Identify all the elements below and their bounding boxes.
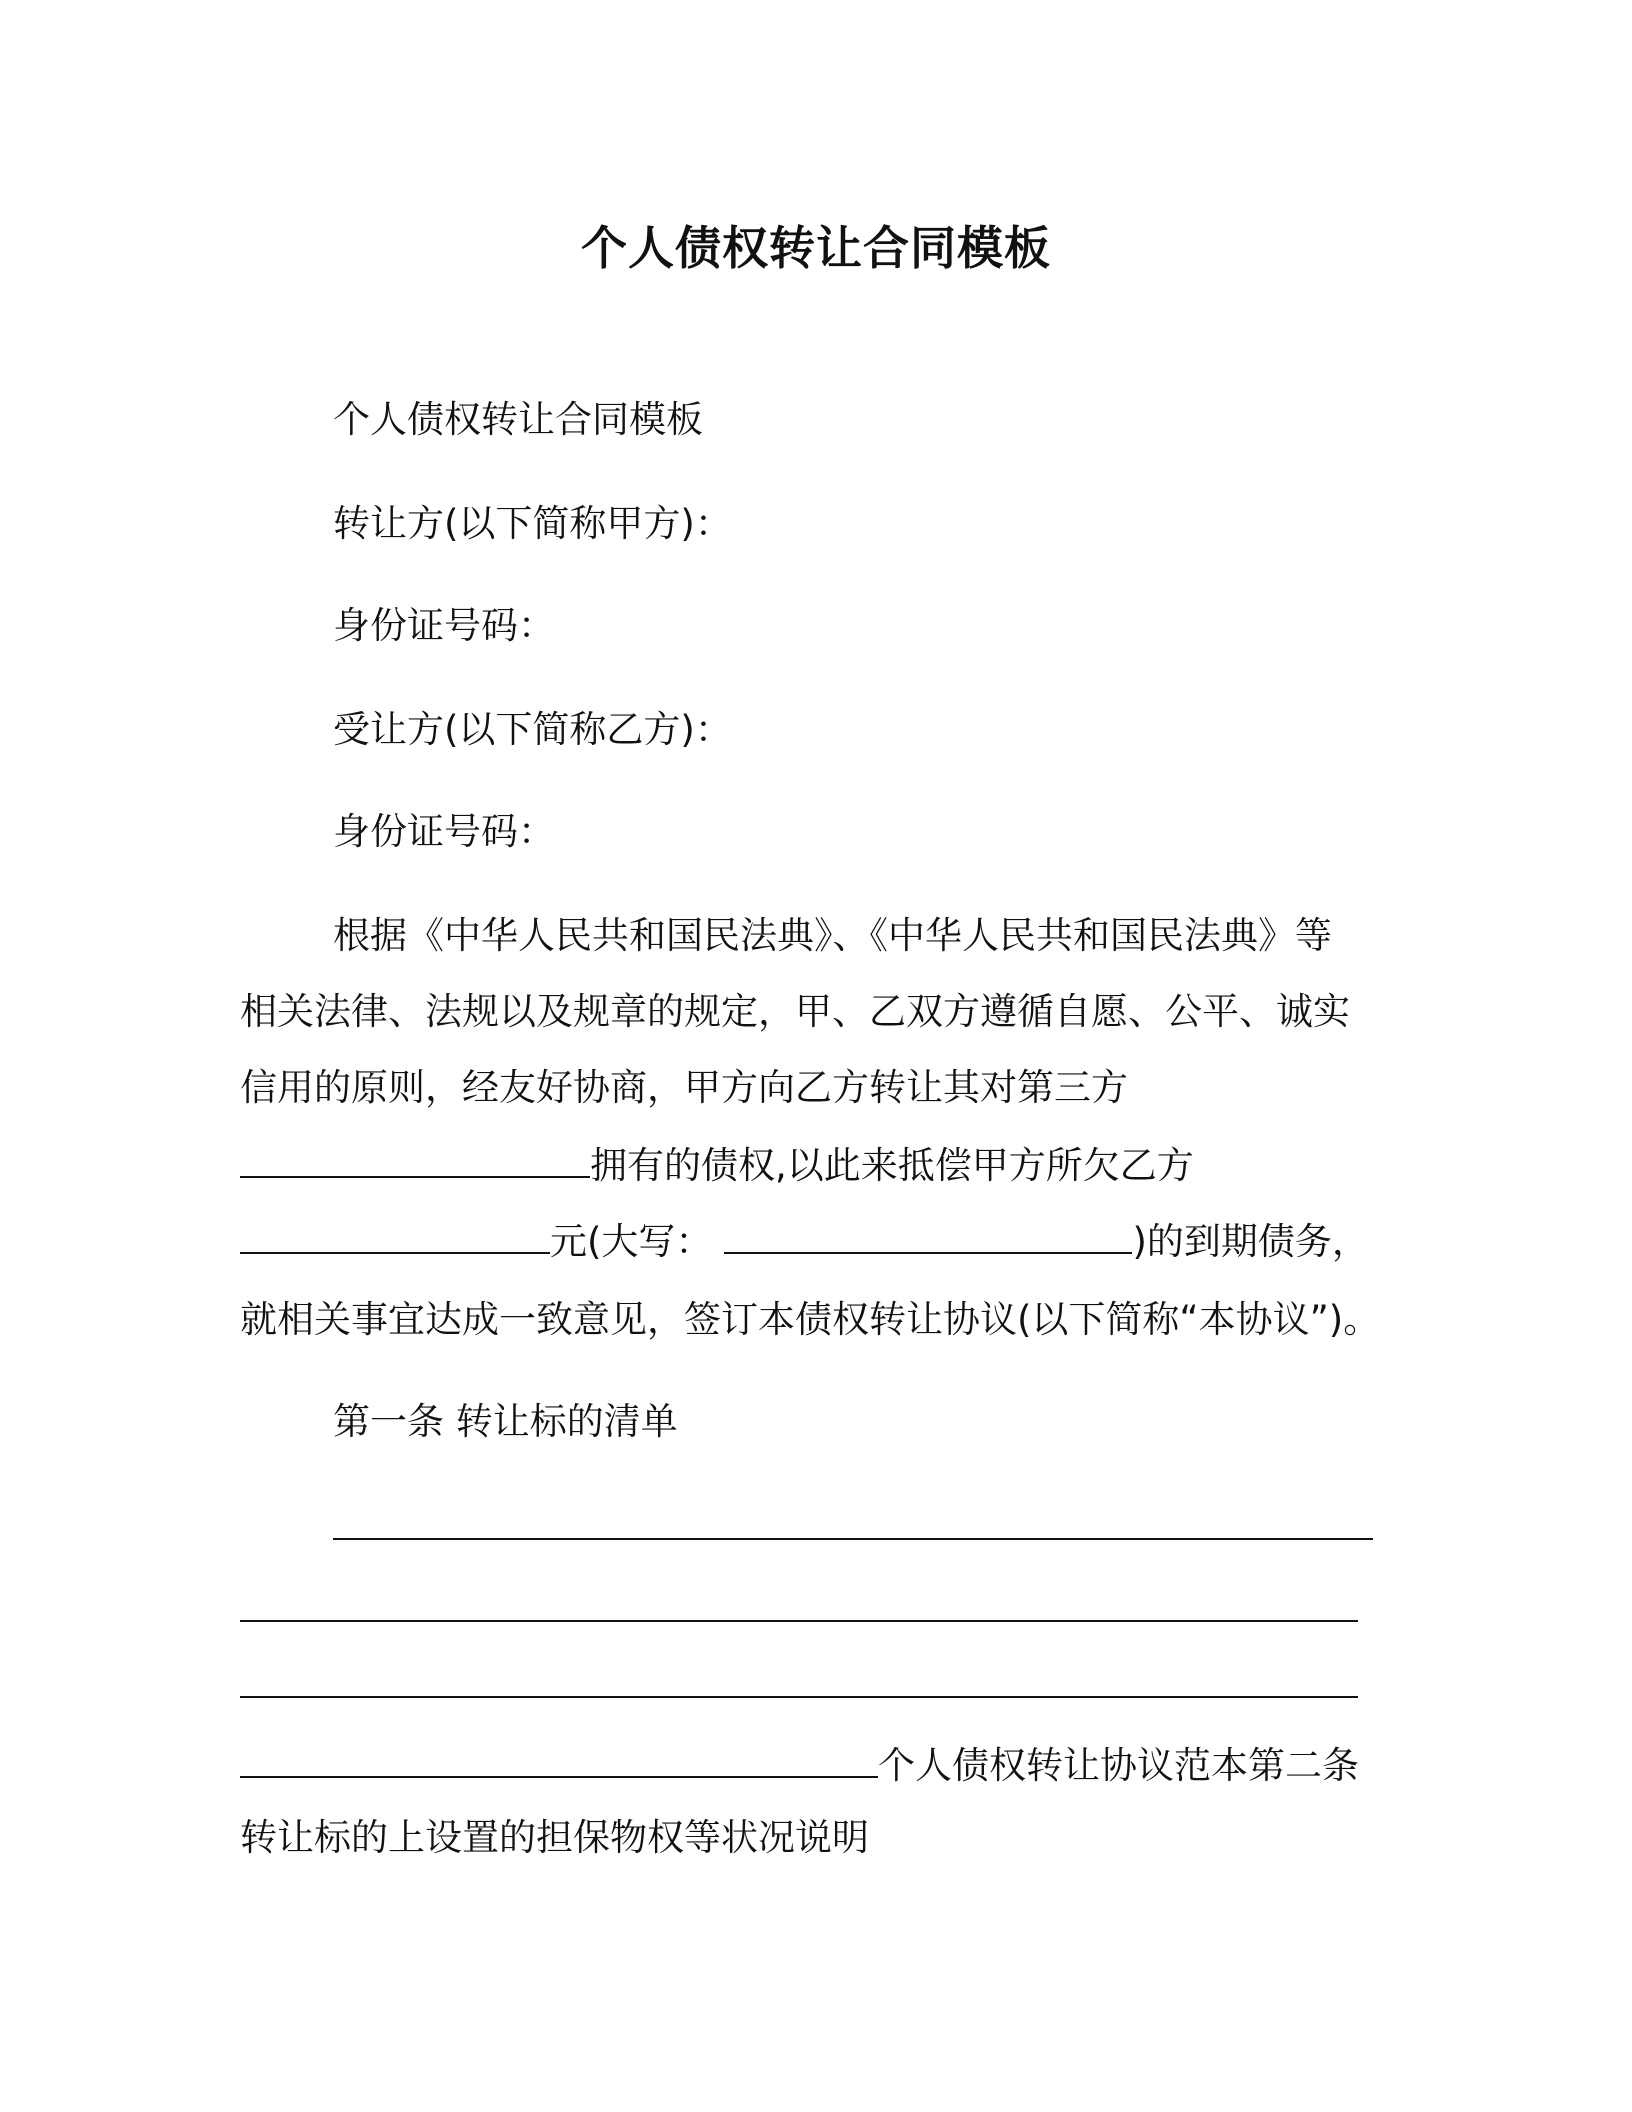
article-1-blank-line-2[interactable] (240, 1620, 1358, 1622)
article-2-heading-continuation: 转让标的上设置的担保物权等状况说明 (240, 1816, 869, 1859)
preamble-line-6: 就相关事宜达成一致意见，签订本债权转让协议(以下简称“本协议”)。 (240, 1298, 1381, 1341)
preamble-line-5-text-a: 元(大写： (550, 1220, 713, 1263)
preamble-line-5 (240, 1216, 1369, 1268)
third-party-blank[interactable] (240, 1142, 590, 1178)
article-1-blank-line-4[interactable] (240, 1742, 878, 1778)
article-1-line-4 (240, 1740, 1359, 1792)
preamble-line-1: 根据《中华人民共和国民法典》、《中华人民共和国民法典》等 (333, 914, 1332, 957)
article-1-tail-text: 个人债权转让协议范本第二条 (878, 1744, 1359, 1787)
amount-blank[interactable] (240, 1218, 550, 1254)
article-1-blank-line-1[interactable] (333, 1538, 1373, 1540)
preamble-line-2: 相关法律、法规以及规章的规定，甲、乙双方遵循自愿、公平、诚实 (240, 990, 1350, 1033)
transferee-id-field: 身份证号码： (333, 810, 555, 853)
transferee-field: 受让方(以下简称乙方)： (333, 708, 732, 751)
transferor-field: 转让方(以下简称甲方)： (333, 502, 732, 545)
document-subtitle: 个人债权转让合同模板 (333, 398, 703, 441)
transferor-id-field: 身份证号码： (333, 604, 555, 647)
preamble-line-4 (240, 1140, 1194, 1192)
preamble-line-3: 信用的原则，经友好协商，甲方向乙方转让其对第三方 (240, 1066, 1128, 1109)
document-title: 个人债权转让合同模板 (581, 221, 1051, 275)
preamble-line-4-text: 拥有的债权,以此来抵偿甲方所欠乙方 (590, 1144, 1194, 1187)
amount-capital-blank[interactable] (724, 1218, 1132, 1254)
article-1-blank-line-3[interactable] (240, 1696, 1358, 1698)
article-1-heading: 第一条 转让标的清单 (333, 1400, 678, 1443)
preamble-line-5-text-b: )的到期债务， (1132, 1220, 1369, 1263)
